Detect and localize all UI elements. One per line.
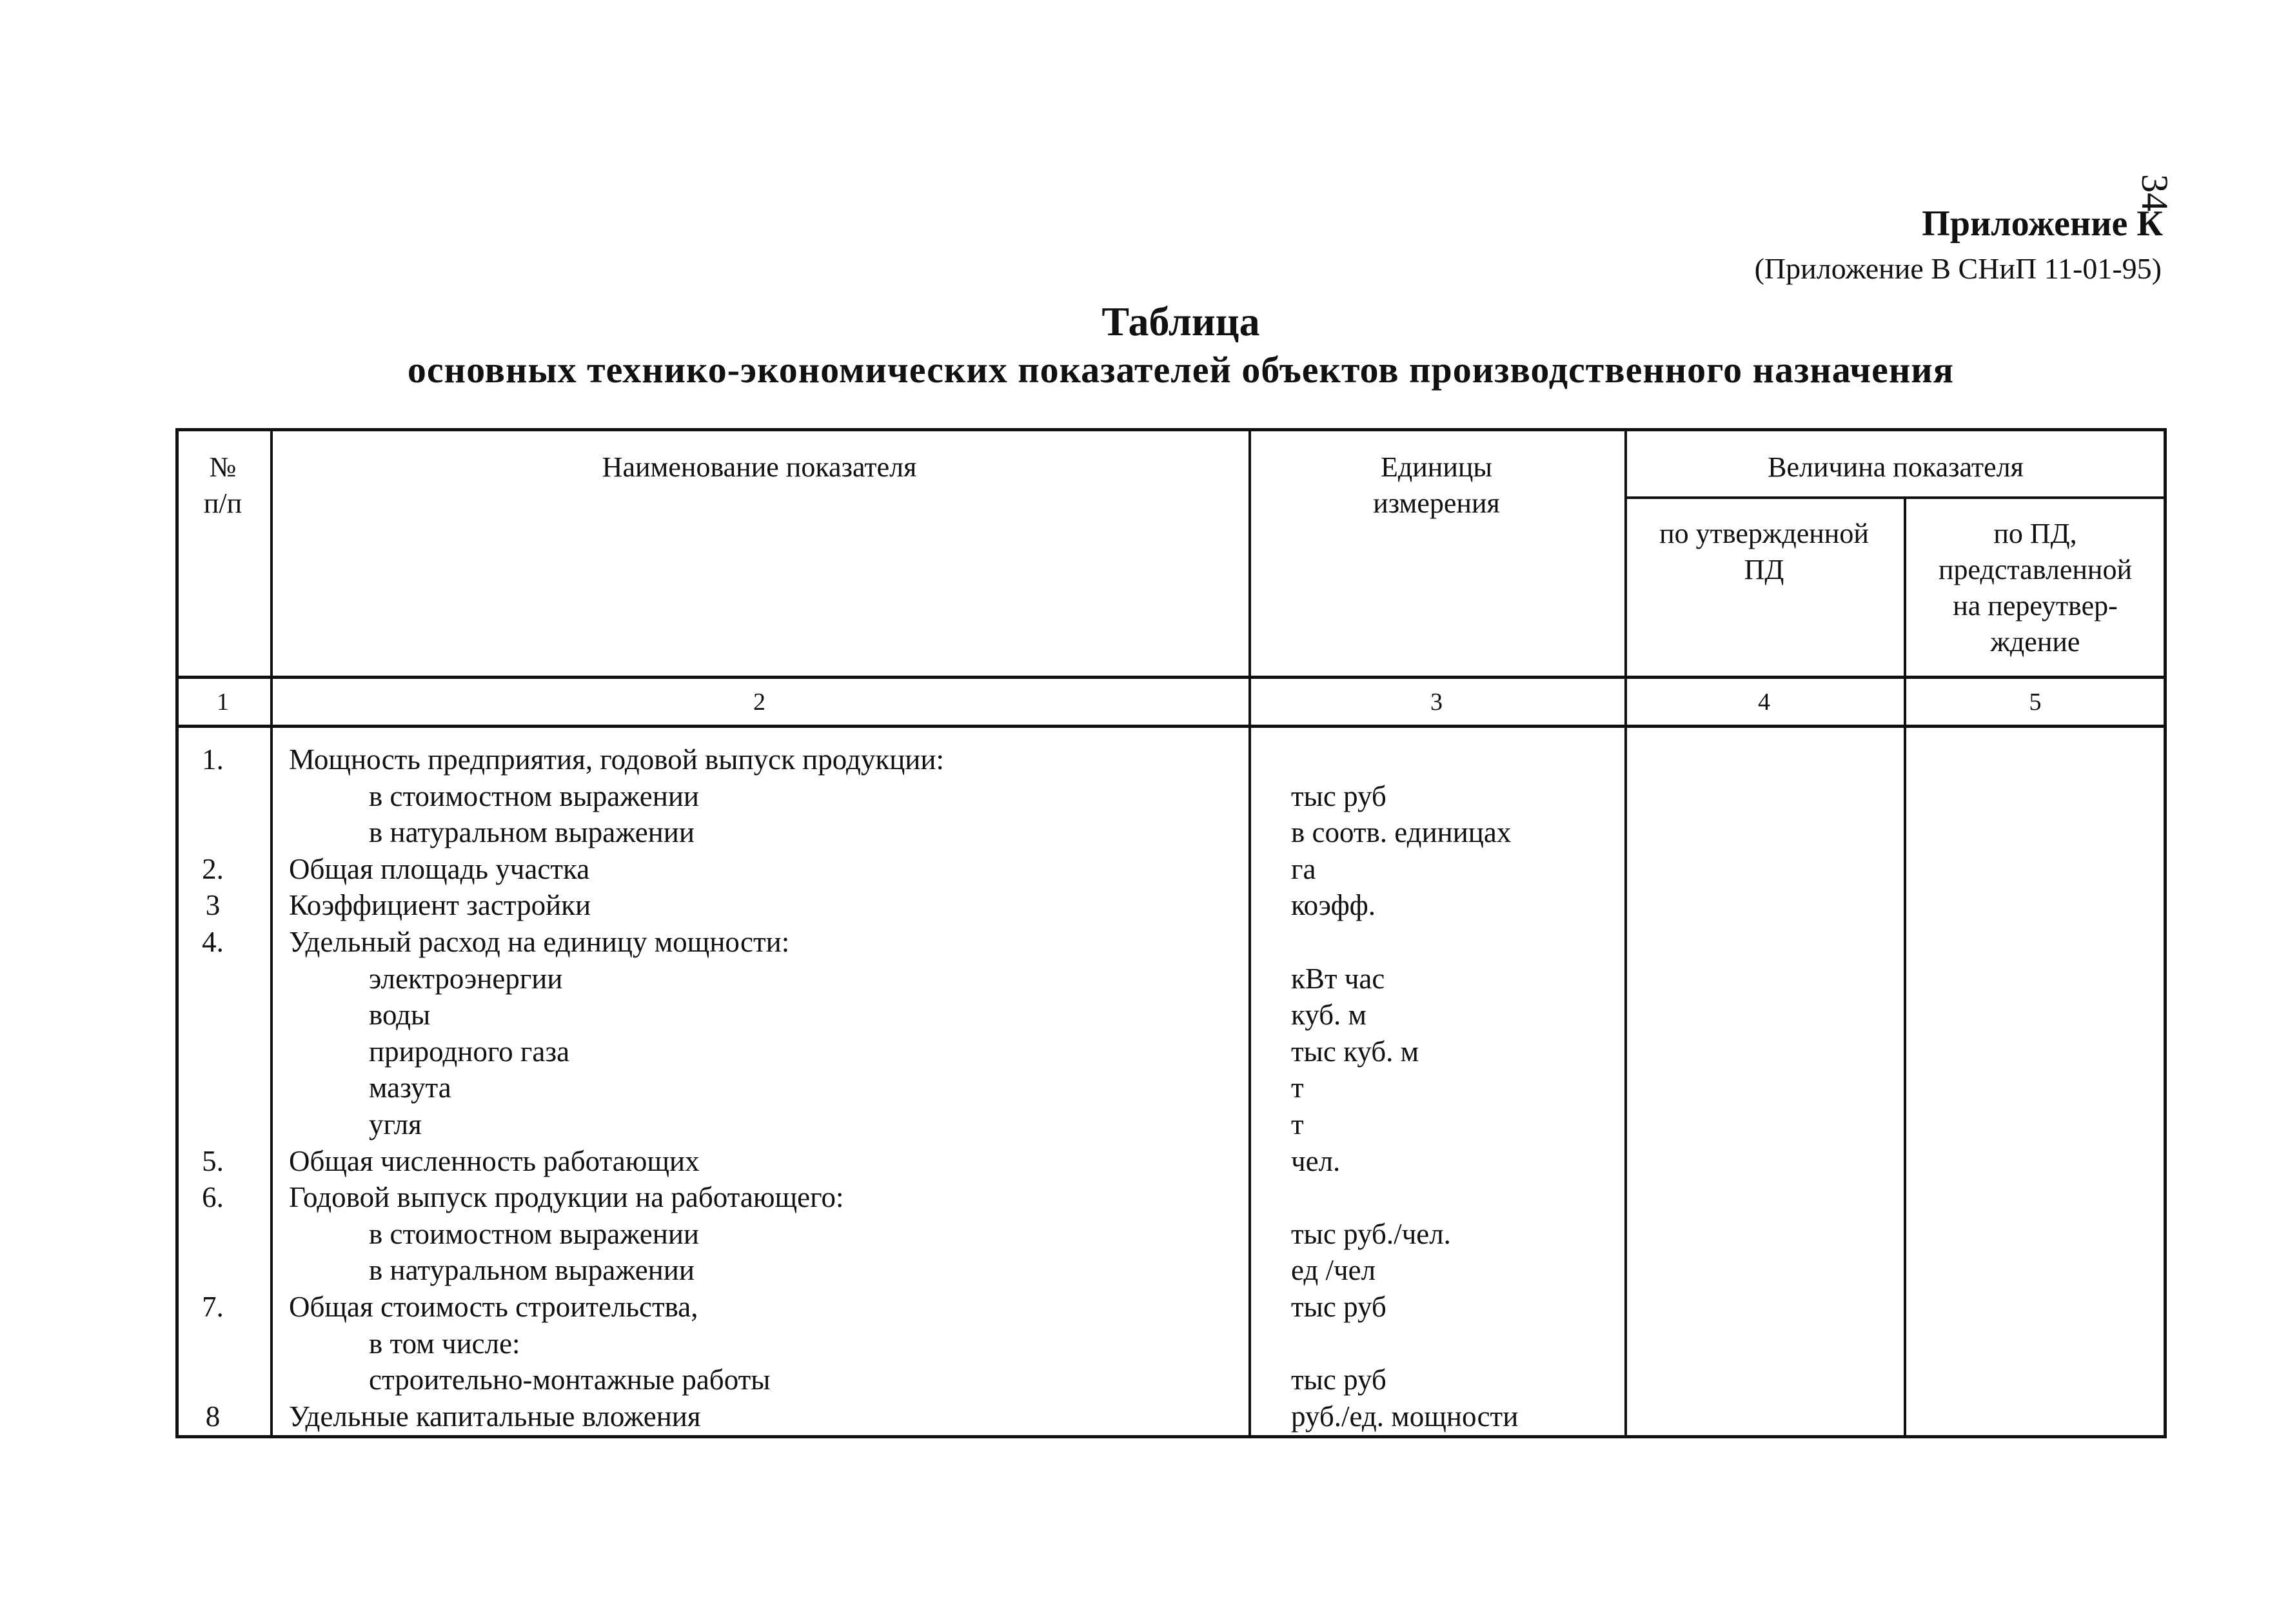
row-name: в натуральном выражении [369, 816, 695, 849]
row-number: 5. [202, 1144, 224, 1177]
table-row [0, 741, 2279, 778]
table-row [0, 814, 2279, 851]
row-unit: т [1291, 1108, 1304, 1140]
header-divider [175, 676, 2167, 679]
row-name: Коэффициент застройки [289, 889, 591, 922]
table-row [0, 1216, 2279, 1253]
row-name: Удельный расход на единицу мощности: [289, 925, 790, 958]
table-row [0, 778, 2279, 815]
row-name: природного газа [369, 1035, 570, 1068]
row-name: в стоимостном выражении [369, 779, 699, 812]
row-name: Общая стоимость строительства, [289, 1290, 698, 1323]
row-unit: т [1291, 1071, 1304, 1104]
row-unit: тыс куб. м [1291, 1035, 1419, 1068]
table-row [0, 1326, 2279, 1362]
row-unit: коэфф. [1291, 889, 1376, 922]
row-number: 2. [202, 852, 224, 885]
column-number: 2 [753, 689, 765, 716]
column-number: 4 [1758, 689, 1770, 716]
column-number: 1 [217, 689, 229, 716]
table-row [0, 1362, 2279, 1398]
table-row [0, 1106, 2279, 1143]
row-name: мазута [369, 1071, 451, 1104]
header-name: Наименование показателя [602, 451, 917, 483]
row-unit: тыс руб [1291, 779, 1386, 812]
row-name: угля [369, 1108, 422, 1140]
table-row [0, 961, 2279, 997]
row-unit: тыс руб [1291, 1364, 1386, 1396]
page-number: 34 [2134, 174, 2176, 211]
row-name: электроэнергии [369, 962, 563, 995]
header-unit: Единицы измерения [1373, 451, 1500, 519]
row-name: воды [369, 999, 431, 1032]
header-reapproval: по ПД, представленной на переутвер- ждение [1938, 518, 2133, 658]
row-unit: чел. [1291, 1144, 1341, 1177]
table-row [0, 1143, 2279, 1180]
row-name: Общая площадь участка [289, 852, 590, 885]
table-row [0, 887, 2279, 924]
row-name: Годовой выпуск продукции на работающего: [289, 1181, 844, 1214]
row-name: Мощность предприятия, годовой выпуск продукции: [289, 743, 944, 776]
table-row [0, 851, 2279, 888]
row-unit: га [1291, 852, 1316, 885]
row-unit: тыс руб [1291, 1290, 1386, 1323]
row-unit: кВт час [1291, 962, 1385, 995]
table-row [0, 1398, 2279, 1435]
table-row [0, 997, 2279, 1033]
table-row [0, 924, 2279, 961]
row-unit: в соотв. единицах [1291, 816, 1512, 849]
appendix-reference: (Приложение В СНиП 11-01-95) [1754, 252, 2162, 285]
table-row [0, 1252, 2279, 1289]
row-number: 8 [205, 1400, 221, 1433]
row-unit: тыс руб./чел. [1291, 1217, 1451, 1250]
row-number: 6. [202, 1181, 224, 1214]
row-number: 1. [202, 743, 224, 776]
row-unit: куб. м [1291, 999, 1367, 1032]
header-divider [1624, 496, 2167, 499]
row-name: в стоимостном выражении [369, 1217, 699, 1250]
column-number: 3 [1430, 689, 1443, 716]
header-approved: по утвержденной ПД [1659, 518, 1869, 585]
table-row [0, 1033, 2279, 1070]
table-body [0, 741, 2279, 1434]
row-number: 4. [202, 925, 224, 958]
column-number: 5 [2029, 689, 2042, 716]
row-unit: ед /чел [1291, 1254, 1376, 1287]
table-row [0, 1070, 2279, 1106]
row-unit: руб./ед. мощности [1291, 1400, 1519, 1433]
row-name: Удельные капитальные вложения [289, 1400, 701, 1433]
row-name: Общая численность работающих [289, 1144, 700, 1177]
table-row [0, 1179, 2279, 1216]
row-name: в том числе: [369, 1327, 520, 1360]
row-name: в натуральном выражении [369, 1254, 695, 1287]
row-number: 7. [202, 1290, 224, 1323]
table-title: Таблица [1101, 298, 1260, 344]
header-number: № п/п [203, 451, 242, 519]
row-number: 3 [205, 889, 221, 922]
header-value: Величина показателя [1768, 451, 2024, 483]
table-subtitle: основных технико-экономических показателей объектов производственного назначения [407, 349, 1955, 391]
table-row [0, 1289, 2279, 1326]
header-divider [175, 725, 2167, 728]
appendix-title: Приложение К [1922, 204, 2163, 244]
row-name: строительно-монтажные работы [369, 1364, 771, 1396]
